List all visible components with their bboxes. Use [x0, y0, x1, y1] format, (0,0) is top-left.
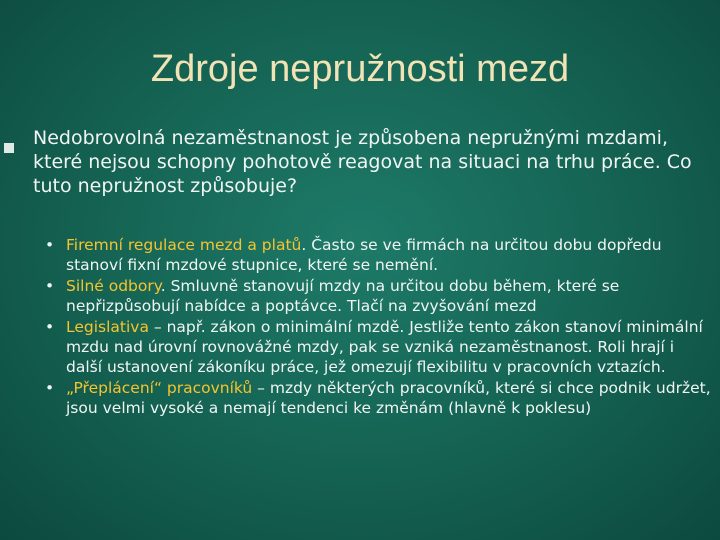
sub-point-list: [45, 235, 715, 419]
sub-point-unions: [45, 276, 715, 316]
sub-point-text: . Často se ve firmách na určitou dobu dopředu stanoví fixní mzdové stupnice, které se nemění.: [66, 236, 662, 274]
sub-point-legislation: [45, 317, 715, 377]
slide-title: Zdroje nepružnosti mezd: [150, 48, 570, 90]
sub-point-firm-regulation: [45, 235, 715, 275]
sub-point-highlight: Silné odbory: [66, 277, 161, 295]
bullet-dot-icon: •: [45, 277, 55, 295]
square-bullet-icon: [4, 143, 14, 153]
sub-point-highlight: „Přeplácení“ pracovníků: [66, 379, 253, 397]
main-point-text: Nedobrovolná nezaměstnanost je způsobena nepružnými mzdami, které nejsou schopny pohotově reagovat na situaci na trhu práce. Co tuto nepružnost způsobuje?: [33, 127, 692, 197]
bullet-dot-icon: •: [45, 236, 55, 254]
sub-point-highlight: Firemní regulace mezd a platů: [66, 236, 302, 254]
bullet-dot-icon: •: [45, 318, 55, 336]
sub-point-highlight: Legislativa: [66, 318, 149, 336]
bullet-dot-icon: •: [45, 379, 55, 397]
sub-point-text: – např. zákon o minimální mzdě. Jestliže tento zákon stanoví minimální mzdu nad úrovní rovnovážné mzdy, pak se vzniká nezaměstnanost. Roli hrají i další ustanovení zákoníku práce, jež omezují flexibilitu v pracovních vztazích.: [66, 318, 703, 376]
sub-point-text: . Smluvně stanovují mzdy na určitou dobu během, které se nepřizpůsobují nabídce a poptávce. Tlačí na zvyšování mezd: [66, 277, 620, 315]
sub-point-text: – mzdy některých pracovníků, které si chce podnik udržet, jsou velmi vysoké a nemají tendenci ke změnám (hlavně k poklesu): [66, 379, 711, 417]
sub-point-overpaying: [45, 378, 715, 418]
